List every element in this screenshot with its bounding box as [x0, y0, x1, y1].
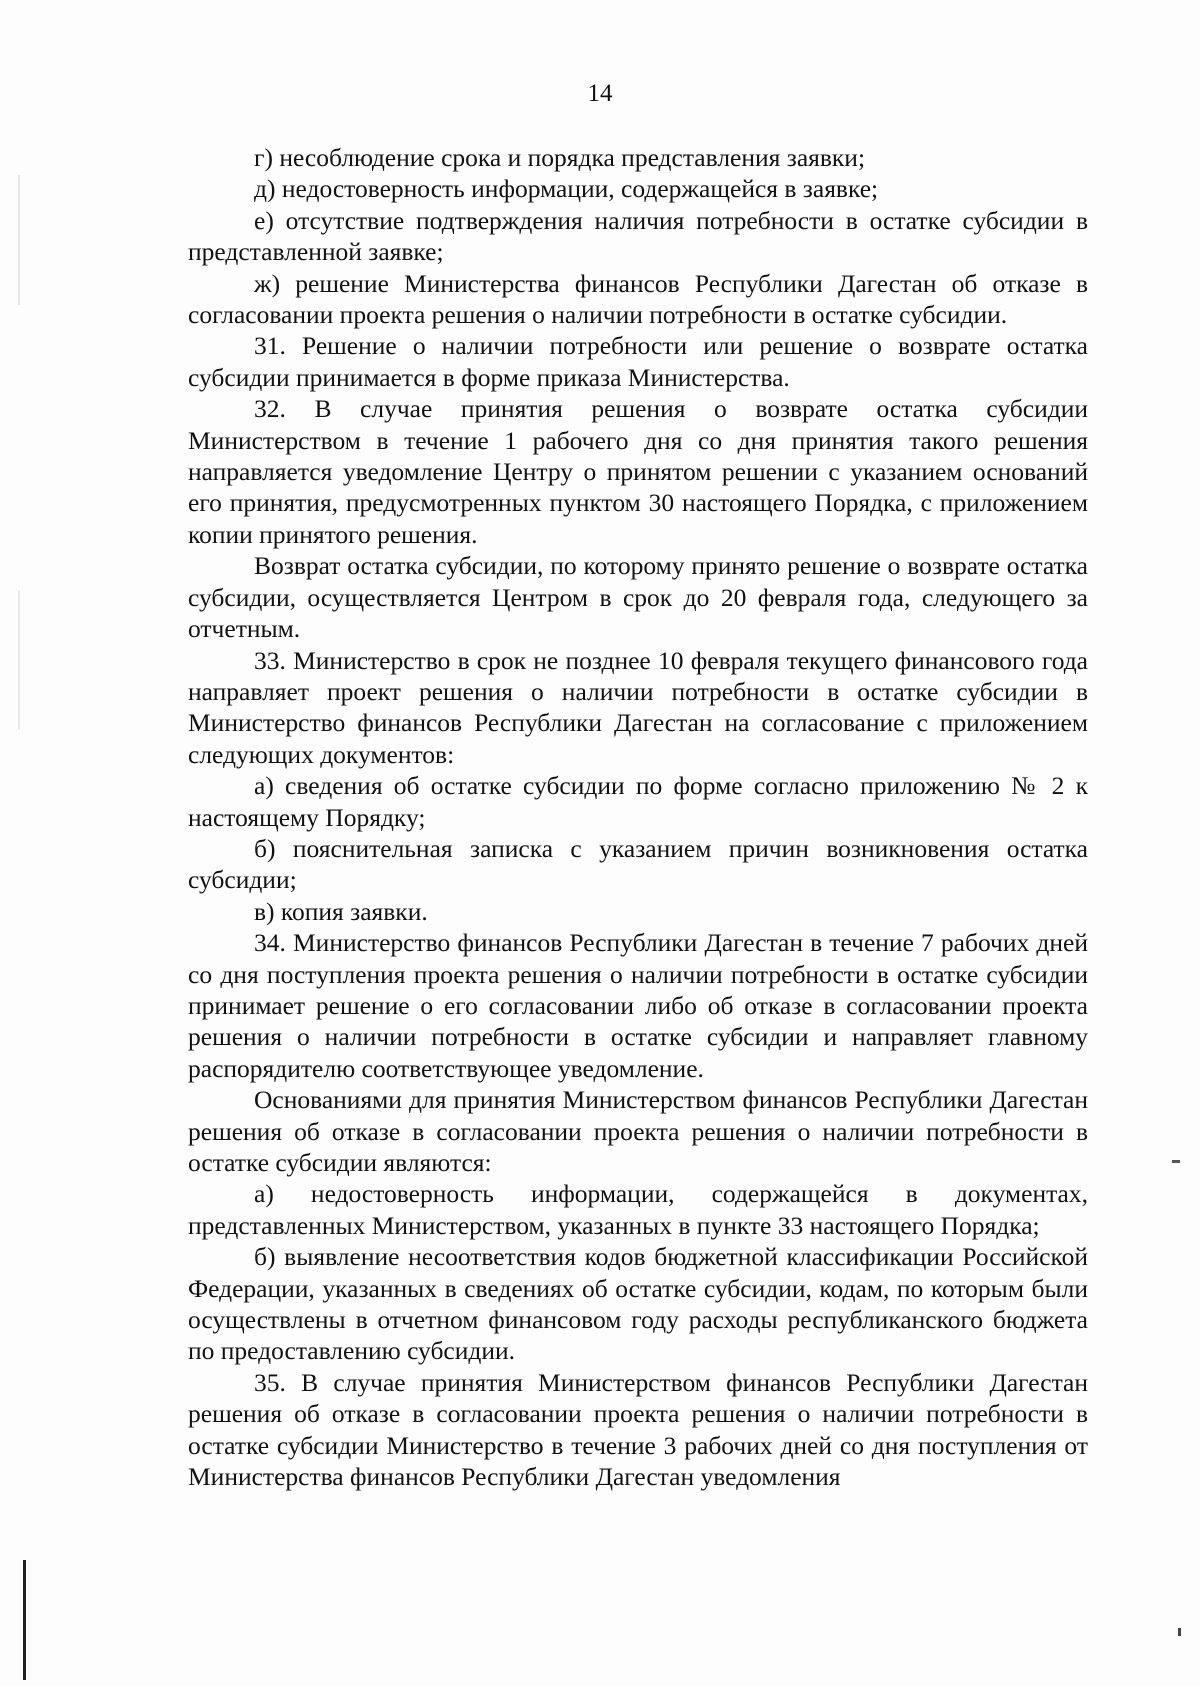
scan-artifact: [18, 590, 20, 730]
paragraph: 35. В случае принятия Министерством финансов Республики Дагестан решения об отказе в согласовании проекта решения о наличии потребности в остатке субсидии Министерство в течение 3 рабочих дней со дня поступления от Министерства финансов Республики Дагестан уведомления: [188, 1367, 1088, 1492]
paragraph: а) сведения об остатке субсидии по форме согласно приложению № 2 к настоящему Порядку;: [188, 771, 1088, 832]
paragraph: д) недостоверность информации, содержащейся в заявке;: [254, 174, 879, 204]
paragraph: 33. Министерство в срок не позднее 10 февраля текущего финансового года направляет проект решения о наличии потребности в остатке субсидии в Министерство финансов Республики Дагестан на согласование с приложением следующих документов:: [188, 645, 1088, 769]
paragraph: а) недостоверность информации, содержащейся в документах, представленных Министерством, указанных в пункте 33 настоящего Порядка;: [188, 1179, 1088, 1240]
paragraph: е) отсутствие подтверждения наличия потребности в остатке субсидии в представленной заявке;: [188, 205, 1088, 267]
paragraph: б) пояснительная записка с указанием причин возникновения остатка субсидии;: [188, 833, 1088, 895]
page-number: 14: [587, 80, 613, 107]
paragraph: Возврат остатка субсидии, по которому принято решение о возврате остатка субсидии, осуществляется Центром в срок до 20 февраля года, следующего за отчетным.: [188, 551, 1088, 644]
scan-artifact: [18, 175, 20, 305]
paragraph: в) копия заявки.: [254, 896, 428, 926]
scan-artifact: [1172, 1160, 1180, 1163]
document-body: [188, 142, 1088, 1492]
paragraph: б) выявление несоответствия кодов бюджетной классификации Российской Федерации, указанных в сведениях об остатке субсидии, кодам, по которым были осуществлены в отчетном финансовом году расходы республиканского бюджета по предоставлению субсидии.: [188, 1242, 1088, 1366]
paragraph: ж) решение Министерства финансов Республики Дагестан об отказе в согласовании проекта решения о наличии потребности в остатке субсидии.: [188, 268, 1088, 330]
paragraph: 34. Министерство финансов Республики Дагестан в течение 7 рабочих дней со дня поступления проекта решения о наличии потребности в остатке субсидии принимает решение о его согласовании либо об отказе в согласовании проекта решения о наличии потребности в остатке субсидии и направляет главному распорядителю соответствующее уведомление.: [188, 928, 1088, 1083]
paragraph: 31. Решение о наличии потребности или решение о возврате остатка субсидии принимается в форме приказа Министерства.: [188, 331, 1088, 392]
paragraph: Основаниями для принятия Министерством финансов Республики Дагестан решения об отказе в согласовании проекта решения о наличии потребности в остатке субсидии являются:: [188, 1085, 1088, 1177]
scan-artifact: [1178, 1628, 1181, 1636]
paragraph: 32. В случае принятия решения о возврате остатка субсидии Министерством в течение 1 рабочего дня со дня принятия такого решения направляется уведомление Центру о принятом решении с указанием оснований его принятия, предусмотренных пунктом 30 настоящего Порядка, с приложением копии принятого решения.: [188, 394, 1088, 549]
paragraph: г) несоблюдение срока и порядка представления заявки;: [254, 143, 866, 172]
scan-edge-line: [23, 1560, 26, 1680]
